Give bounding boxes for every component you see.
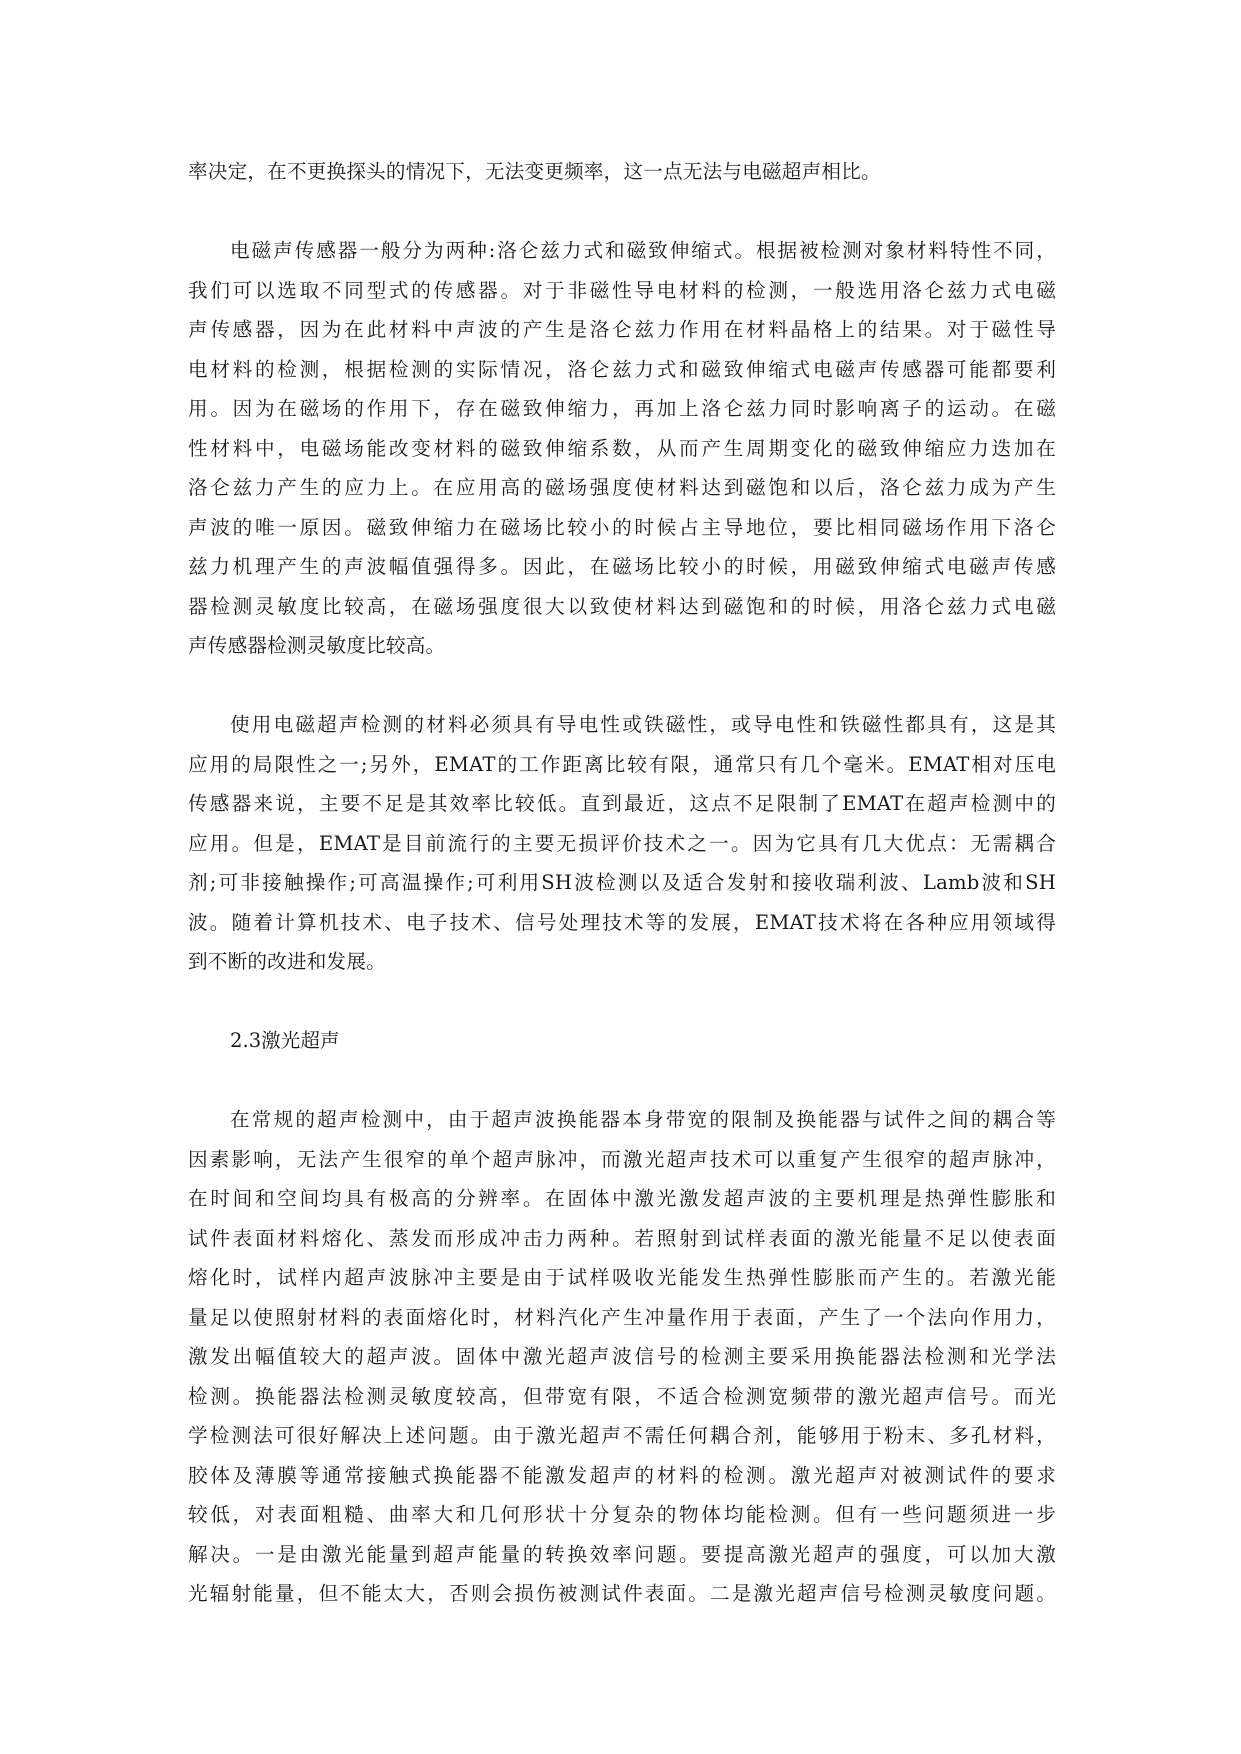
- text-line: 激发出幅值较大的超声波。固体中激光超声波信号的检测主要采用换能器法检测和光学法: [188, 1345, 1056, 1368]
- text-line: 较低，对表面粗糙、曲率大和几何形状十分复杂的物体均能检测。但有一些问题须进一步: [188, 1503, 1056, 1526]
- text-line: 量足以使照射材料的表面熔化时，材料汽化产生冲量作用于表面，产生了一个法向作用力，: [188, 1305, 1056, 1329]
- text-line: 使用电磁超声检测的材料必须具有导电性或铁磁性，或导电性和铁磁性都具有，这是其: [230, 713, 1056, 736]
- text-line: 洛仑兹力产生的应力上。在应用高的磁场强度使材料达到磁饱和以后，洛仑兹力成为产生: [188, 476, 1056, 499]
- text-line: 到不断的改进和发展。: [188, 950, 386, 973]
- text-line: 波。随着计算机技术、电子技术、信号处理技术等的发展，EMAT技术将在各种应用领域得: [188, 910, 1056, 934]
- text-line: 剂;可非接触操作;可高温操作;可利用SH波检测以及适合发射和接收瑞利波、Lamb波和SH: [188, 871, 1056, 894]
- text-line: 用。因为在磁场的作用下，存在磁致伸缩力，再加上洛仑兹力同时影响离子的运动。在磁: [188, 397, 1056, 420]
- text-line: 解决。一是由激光能量到超声能量的转换效率问题。要提高激光超声的强度，可以加大激: [188, 1542, 1056, 1566]
- text-line: 试件表面材料熔化、蒸发而形成冲击力两种。若照射到试样表面的激光能量不足以使表面: [188, 1226, 1056, 1250]
- paragraph-frequency-note: [188, 152, 1056, 192]
- text-line: 应用。但是，EMAT是目前流行的主要无损评价技术之一。因为它具有几大优点：无需耦合: [188, 831, 1056, 855]
- text-line: 率决定，在不更换探头的情况下，无法变更频率，这一点无法与电磁超声相比。: [188, 160, 881, 183]
- paragraph-sensor-types: [188, 231, 1056, 666]
- text-line: 性材料中，电磁场能改变材料的磁致伸缩系数，从而产生周期变化的磁致伸缩应力迭加在: [188, 436, 1056, 460]
- text-line: 因素影响，无法产生很窄的单个超声脉冲，而激光超声技术可以重复产生很窄的超声脉冲，: [188, 1147, 1056, 1171]
- text-line: 传感器来说，主要不足是其效率比较低。直到最近，这点不足限制了EMAT在超声检测中的: [188, 792, 1056, 815]
- text-line: 兹力机理产生的声波幅值强得多。因此，在磁场比较小的时候，用磁致伸缩式电磁声传感: [188, 555, 1056, 578]
- text-line: 熔化时，试样内超声波脉冲主要是由于试样吸收光能发生热弹性膨胀而产生的。若激光能: [188, 1266, 1056, 1289]
- section-heading: 2.3激光超声: [230, 1029, 340, 1052]
- text-line: 电磁声传感器一般分为两种:洛仑兹力式和磁致伸缩式。根据被检测对象材料特性不同，: [230, 239, 1056, 262]
- text-line: 检测。换能器法检测灵敏度较高，但带宽有限，不适合检测宽频带的激光超声信号。而光: [188, 1384, 1056, 1408]
- text-line: 学检测法可很好解决上述问题。由于激光超声不需任何耦合剂，能够用于粉末、多孔材料，: [188, 1424, 1056, 1447]
- text-line: 光辐射能量，但不能太大，否则会损伤被测试件表面。二是激光超声信号检测灵敏度问题。: [188, 1582, 1056, 1605]
- text-line: 应用的局限性之一;另外，EMAT的工作距离比较有限，通常只有几个毫米。EMAT相对压电: [188, 752, 1056, 776]
- text-line: 声波的唯一原因。磁致伸缩力在磁场比较小的时候占主导地位，要比相同磁场作用下洛仑: [188, 515, 1056, 539]
- text-line: 在常规的超声检测中，由于超声波换能器本身带宽的限制及换能器与试件之间的耦合等: [230, 1108, 1056, 1131]
- text-line: 器检测灵敏度比较高，在磁场强度很大以致使材料达到磁饱和的时候，用洛仑兹力式电磁: [188, 594, 1056, 618]
- text-line: 声传感器，因为在此材料中声波的产生是洛仑兹力作用在材料晶格上的结果。对于磁性导: [188, 318, 1056, 341]
- text-line: 电材料的检测，根据检测的实际情况，洛仑兹力式和磁致伸缩式电磁声传感器可能都要利: [188, 357, 1056, 381]
- text-line: 声传感器检测灵敏度比较高。: [188, 634, 446, 657]
- paragraph-emat-limitations: [188, 705, 1056, 982]
- text-line: 胶体及薄膜等通常接触式换能器不能激发超声的材料的检测。激光超声对被测试件的要求: [188, 1463, 1056, 1487]
- document-page: [188, 152, 1056, 1653]
- paragraph-laser-ultrasound: [188, 1100, 1056, 1614]
- text-line: 我们可以选取不同型式的传感器。对于非磁性导电材料的检测，一般选用洛仑兹力式电磁: [188, 278, 1056, 302]
- text-line: 在时间和空间均具有极高的分辨率。在固体中激光激发超声波的主要机理是热弹性膨胀和: [188, 1187, 1056, 1210]
